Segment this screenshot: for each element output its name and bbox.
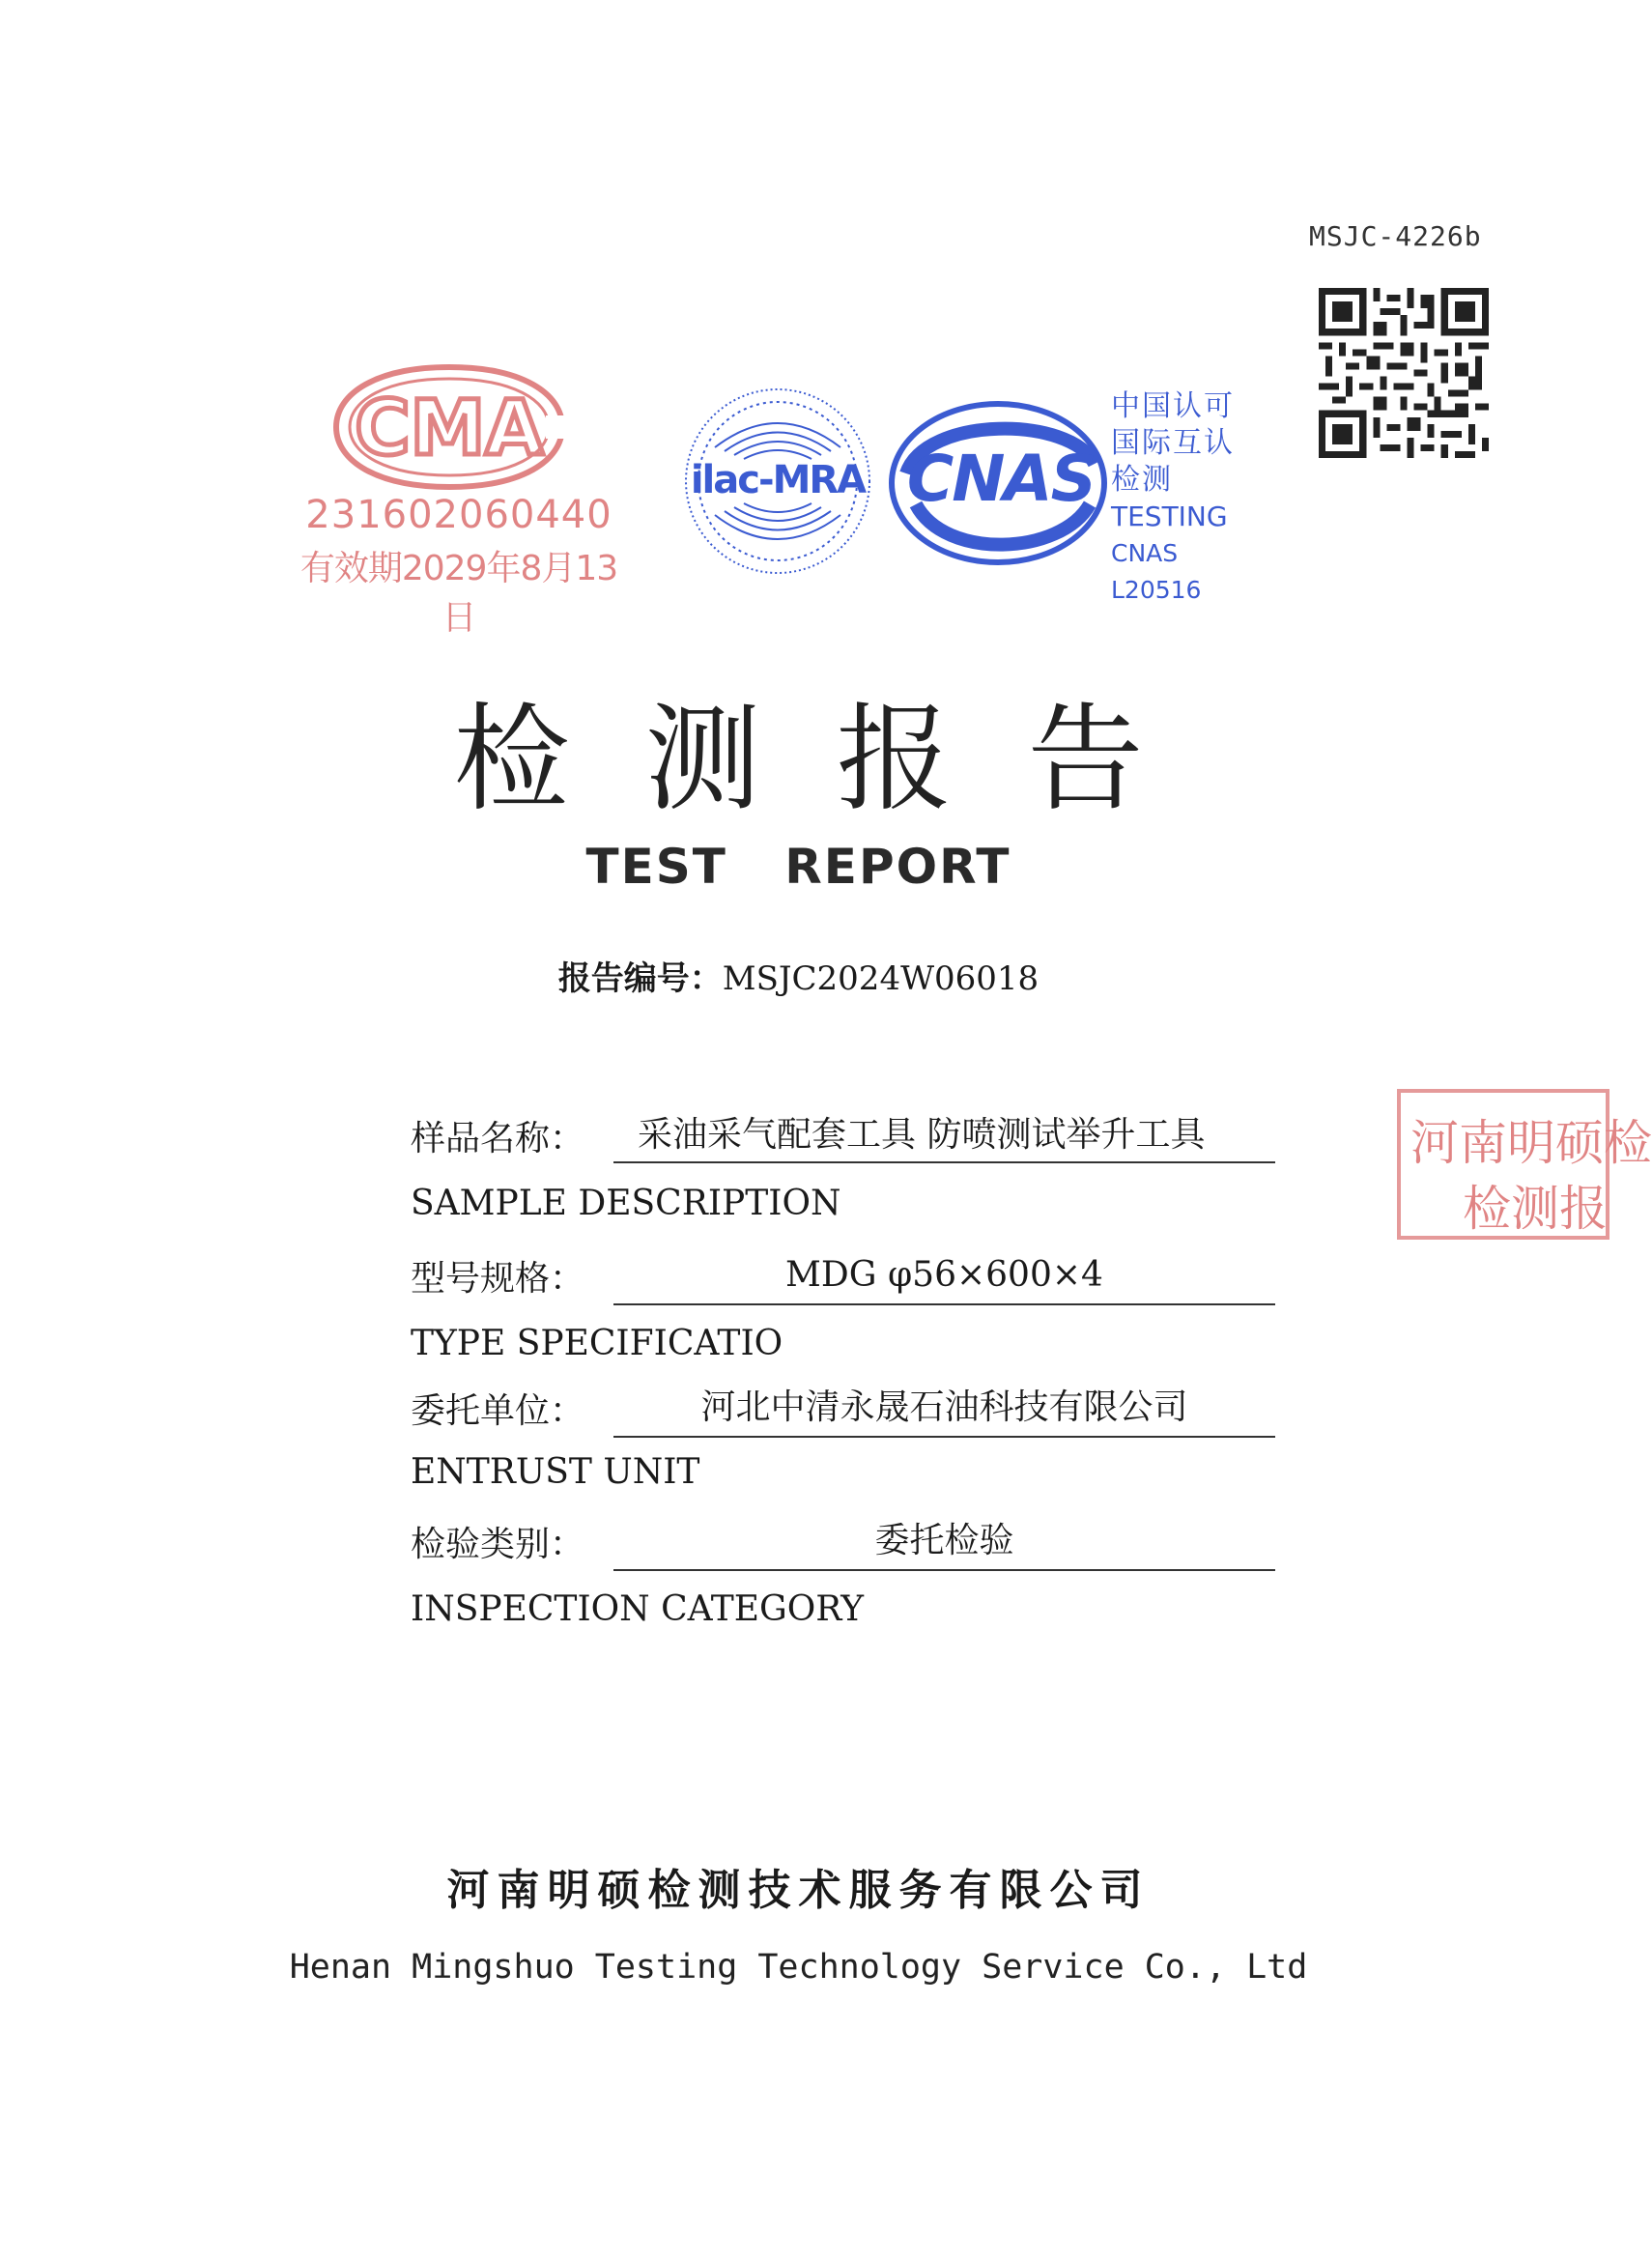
field-en-label: TYPE SPECIFICATIO — [411, 1324, 783, 1363]
company-name-cn: 河南明硕检测技术服务有限公司 — [446, 1866, 1151, 1915]
cma-validity: 有效期2029年8月13日 — [299, 549, 618, 638]
field-value: 委托检验 — [613, 1517, 1275, 1571]
report-number-value: MSJC2024W06018 — [722, 959, 1040, 998]
cnas-line-1: 中国认可 — [1111, 389, 1235, 423]
document-code: MSJC-4226b — [1309, 220, 1482, 252]
cnas-line-4: TESTING — [1111, 500, 1228, 532]
field-label: 型号规格： — [411, 1259, 585, 1299]
seam-stamp — [1397, 1089, 1652, 1240]
field-en-label: ENTRUST UNIT — [411, 1452, 700, 1492]
field-sample-name — [411, 1111, 1280, 1169]
field-value: MDG φ56×600×4 — [613, 1251, 1275, 1305]
cma-logo-icon — [319, 359, 580, 495]
report-title-cn: 检测报告 — [453, 693, 1219, 827]
report-number-label: 报告编号： — [557, 959, 723, 998]
field-value: 采油采气配套工具 防喷测试举升工具 — [613, 1111, 1275, 1163]
report-number — [0, 952, 1597, 999]
field-label: 样品名称： — [411, 1119, 585, 1158]
field-label: 委托单位： — [411, 1391, 585, 1431]
cnas-accreditation-text — [1111, 388, 1256, 609]
field-value: 河北中清永晟石油科技有限公司 — [613, 1384, 1275, 1438]
ilac-mra-logo-icon — [676, 380, 879, 583]
cnas-line-3: 检测 — [1111, 463, 1173, 497]
field-en-label: INSPECTION CATEGORY — [411, 1589, 865, 1629]
report-title-en: TEST REPORT — [585, 839, 1011, 895]
seam-stamp-line-1: 河南明硕检 — [1410, 1115, 1652, 1171]
field-inspection-category — [411, 1517, 1280, 1575]
cma-number: 231602060440 — [305, 493, 612, 537]
cma-logo-text: CMA — [355, 386, 544, 472]
field-model-spec — [411, 1251, 1280, 1309]
field-en-label: SAMPLE DESCRIPTION — [411, 1184, 841, 1223]
cnas-logo-text: CNAS — [906, 442, 1096, 516]
seam-stamp-line-2: 检测报 — [1463, 1181, 1608, 1237]
cnas-logo-icon — [887, 396, 1128, 570]
field-entrust-unit — [411, 1384, 1280, 1442]
ilac-mra-text: ilac-MRA — [690, 458, 866, 502]
qr-code-icon — [1319, 288, 1489, 458]
cnas-line-2: 国际互认 — [1111, 426, 1235, 460]
field-label: 检验类别： — [411, 1525, 585, 1564]
cnas-code: CNAS L20516 — [1111, 539, 1202, 604]
company-name-en: Henan Mingshuo Testing Technology Service Co., Ltd — [289, 1948, 1308, 1987]
